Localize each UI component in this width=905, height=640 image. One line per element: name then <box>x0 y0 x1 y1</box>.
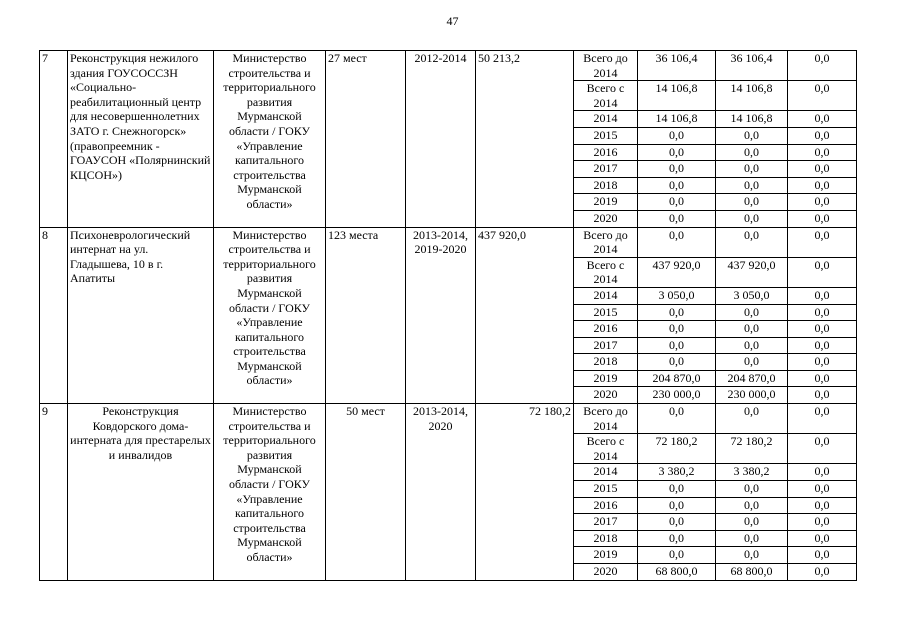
table-body <box>40 51 857 581</box>
total-amount-cell: 14 106,8 <box>638 81 716 111</box>
total-amount-cell: 0,0 <box>638 530 716 547</box>
other-sources-cell: 0,0 <box>788 434 857 464</box>
year-label-cell: 2017 <box>574 514 638 531</box>
capacity-cell: 50 мест <box>326 404 406 581</box>
other-sources-cell: 0,0 <box>788 227 857 257</box>
table-row <box>40 51 857 81</box>
total-amount-cell: 36 106,4 <box>638 51 716 81</box>
year-label-cell: 2017 <box>574 337 638 354</box>
other-sources-cell: 0,0 <box>788 514 857 531</box>
other-sources-cell: 0,0 <box>788 111 857 128</box>
total-amount-cell: 0,0 <box>638 194 716 211</box>
regional-budget-cell: 0,0 <box>716 177 788 194</box>
total-amount-cell: 72 180,2 <box>638 434 716 464</box>
year-label-cell: 2016 <box>574 497 638 514</box>
total-amount-cell: 0,0 <box>638 481 716 498</box>
other-sources-cell: 0,0 <box>788 564 857 581</box>
other-sources-cell: 0,0 <box>788 161 857 178</box>
year-label-cell: 2015 <box>574 304 638 321</box>
item-number-cell: 9 <box>40 404 68 581</box>
regional-budget-cell: 437 920,0 <box>716 257 788 287</box>
total-amount-cell: 0,0 <box>638 304 716 321</box>
regional-budget-cell: 0,0 <box>716 227 788 257</box>
executor-cell: Министерство строительства и территориального развития Мурманской области / ГОКУ «Управление капитального строительства Мурманской области» <box>214 227 326 404</box>
total-amount-cell: 204 870,0 <box>638 370 716 387</box>
regional-budget-cell: 0,0 <box>716 404 788 434</box>
year-label-cell: 2016 <box>574 321 638 338</box>
total-amount-cell: 0,0 <box>638 127 716 144</box>
year-label-cell: 2019 <box>574 194 638 211</box>
item-number-cell: 8 <box>40 227 68 404</box>
regional-budget-cell: 204 870,0 <box>716 370 788 387</box>
period-cell: 2013-2014, 2019-2020 <box>406 227 476 404</box>
year-label-cell: 2020 <box>574 210 638 227</box>
total-amount-cell: 0,0 <box>638 404 716 434</box>
regional-budget-cell: 0,0 <box>716 481 788 498</box>
other-sources-cell: 0,0 <box>788 177 857 194</box>
capacity-cell: 27 мест <box>326 51 406 228</box>
year-label-cell: Всего до 2014 <box>574 51 638 81</box>
regional-budget-cell: 14 106,8 <box>716 81 788 111</box>
cost-cell: 50 213,2 <box>476 51 574 228</box>
total-amount-cell: 3 050,0 <box>638 287 716 304</box>
year-label-cell: 2018 <box>574 530 638 547</box>
regional-budget-cell: 0,0 <box>716 210 788 227</box>
total-amount-cell: 0,0 <box>638 337 716 354</box>
regional-budget-cell: 0,0 <box>716 354 788 371</box>
object-name-cell: Реконструкция Ковдорского дома-интерната для престарелых и инвалидов <box>68 404 214 581</box>
year-label-cell: 2014 <box>574 111 638 128</box>
other-sources-cell: 0,0 <box>788 144 857 161</box>
total-amount-cell: 0,0 <box>638 210 716 227</box>
regional-budget-cell: 14 106,8 <box>716 111 788 128</box>
other-sources-cell: 0,0 <box>788 404 857 434</box>
total-amount-cell: 0,0 <box>638 321 716 338</box>
total-amount-cell: 0,0 <box>638 161 716 178</box>
regional-budget-cell: 72 180,2 <box>716 434 788 464</box>
regional-budget-cell: 0,0 <box>716 530 788 547</box>
other-sources-cell: 0,0 <box>788 547 857 564</box>
total-amount-cell: 0,0 <box>638 497 716 514</box>
total-amount-cell: 14 106,8 <box>638 111 716 128</box>
table-row <box>40 227 857 257</box>
year-label-cell: 2014 <box>574 287 638 304</box>
other-sources-cell: 0,0 <box>788 530 857 547</box>
year-label-cell: 2020 <box>574 387 638 404</box>
investment-table <box>39 50 857 581</box>
regional-budget-cell: 0,0 <box>716 514 788 531</box>
regional-budget-cell: 36 106,4 <box>716 51 788 81</box>
capacity-cell: 123 места <box>326 227 406 404</box>
object-name-cell: Психоневрологический интернат на ул. Гладышева, 10 в г. Апатиты <box>68 227 214 404</box>
other-sources-cell: 0,0 <box>788 127 857 144</box>
year-label-cell: 2020 <box>574 564 638 581</box>
other-sources-cell: 0,0 <box>788 387 857 404</box>
regional-budget-cell: 0,0 <box>716 127 788 144</box>
regional-budget-cell: 3 380,2 <box>716 464 788 481</box>
year-label-cell: 2015 <box>574 127 638 144</box>
year-label-cell: 2017 <box>574 161 638 178</box>
regional-budget-cell: 0,0 <box>716 161 788 178</box>
year-label-cell: 2019 <box>574 370 638 387</box>
period-cell: 2012-2014 <box>406 51 476 228</box>
regional-budget-cell: 68 800,0 <box>716 564 788 581</box>
other-sources-cell: 0,0 <box>788 464 857 481</box>
total-amount-cell: 3 380,2 <box>638 464 716 481</box>
regional-budget-cell: 0,0 <box>716 304 788 321</box>
regional-budget-cell: 0,0 <box>716 497 788 514</box>
other-sources-cell: 0,0 <box>788 51 857 81</box>
other-sources-cell: 0,0 <box>788 337 857 354</box>
other-sources-cell: 0,0 <box>788 497 857 514</box>
year-label-cell: Всего до 2014 <box>574 404 638 434</box>
total-amount-cell: 0,0 <box>638 354 716 371</box>
period-cell: 2013-2014, 2020 <box>406 404 476 581</box>
year-label-cell: 2014 <box>574 464 638 481</box>
year-label-cell: 2019 <box>574 547 638 564</box>
year-label-cell: Всего с 2014 <box>574 81 638 111</box>
total-amount-cell: 437 920,0 <box>638 257 716 287</box>
other-sources-cell: 0,0 <box>788 287 857 304</box>
regional-budget-cell: 0,0 <box>716 144 788 161</box>
year-label-cell: 2018 <box>574 177 638 194</box>
total-amount-cell: 68 800,0 <box>638 564 716 581</box>
year-label-cell: 2015 <box>574 481 638 498</box>
executor-cell: Министерство строительства и территориального развития Мурманской области / ГОКУ «Управление капитального строительства Мурманской области» <box>214 51 326 228</box>
other-sources-cell: 0,0 <box>788 194 857 211</box>
other-sources-cell: 0,0 <box>788 354 857 371</box>
total-amount-cell: 0,0 <box>638 547 716 564</box>
year-label-cell: Всего с 2014 <box>574 257 638 287</box>
year-label-cell: Всего с 2014 <box>574 434 638 464</box>
other-sources-cell: 0,0 <box>788 481 857 498</box>
other-sources-cell: 0,0 <box>788 210 857 227</box>
regional-budget-cell: 230 000,0 <box>716 387 788 404</box>
other-sources-cell: 0,0 <box>788 370 857 387</box>
total-amount-cell: 0,0 <box>638 227 716 257</box>
executor-cell: Министерство строительства и территориального развития Мурманской области / ГОКУ «Управление капитального строительства Мурманской области» <box>214 404 326 581</box>
cost-cell: 437 920,0 <box>476 227 574 404</box>
other-sources-cell: 0,0 <box>788 304 857 321</box>
year-label-cell: 2018 <box>574 354 638 371</box>
regional-budget-cell: 3 050,0 <box>716 287 788 304</box>
year-label-cell: 2016 <box>574 144 638 161</box>
other-sources-cell: 0,0 <box>788 81 857 111</box>
regional-budget-cell: 0,0 <box>716 337 788 354</box>
cost-cell: 72 180,2 <box>476 404 574 581</box>
regional-budget-cell: 0,0 <box>716 547 788 564</box>
total-amount-cell: 0,0 <box>638 177 716 194</box>
regional-budget-cell: 0,0 <box>716 321 788 338</box>
other-sources-cell: 0,0 <box>788 257 857 287</box>
item-number-cell: 7 <box>40 51 68 228</box>
object-name-cell: Реконструкция нежилого здания ГОУСОССЗН «Социально-реабилитационный центр для несовершеннолетних ЗАТО г. Снежногорск» (правопреемник - ГОАУСОН «Полярнинский КЦСОН») <box>68 51 214 228</box>
year-label-cell: Всего до 2014 <box>574 227 638 257</box>
table-row <box>40 404 857 434</box>
page-number: 47 <box>446 14 459 28</box>
other-sources-cell: 0,0 <box>788 321 857 338</box>
total-amount-cell: 0,0 <box>638 514 716 531</box>
regional-budget-cell: 0,0 <box>716 194 788 211</box>
total-amount-cell: 230 000,0 <box>638 387 716 404</box>
total-amount-cell: 0,0 <box>638 144 716 161</box>
